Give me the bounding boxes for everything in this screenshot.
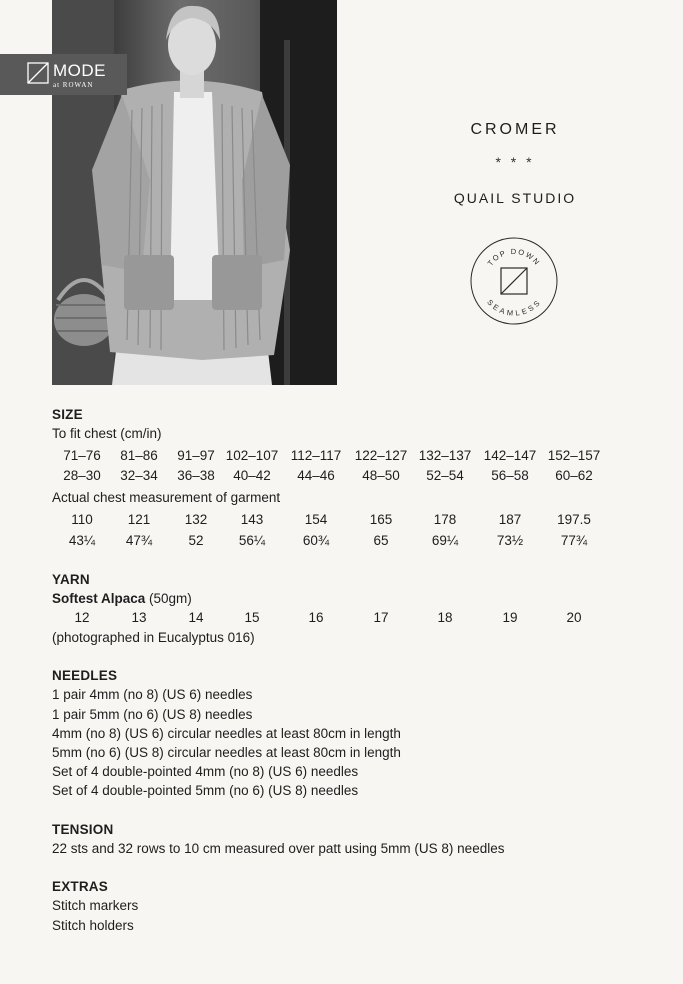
svg-text:SEAMLESS [485, 298, 542, 318]
chest-cm-cell: 152–157 [547, 448, 601, 463]
chest-in-cell: 48–50 [362, 468, 400, 483]
badge-mark-icon [501, 268, 527, 294]
actual-in-cell: 65 [373, 533, 389, 548]
yarn-balls-cell: 18 [437, 610, 453, 625]
pattern-title: CROMER [470, 121, 560, 138]
yarn-note: (photographed in Eucalyptus 016) [52, 630, 255, 645]
actual-cm-cell: 143 [240, 512, 264, 527]
chest-in-cell: 56–58 [491, 468, 529, 483]
logo-mark-icon [27, 62, 49, 84]
chest-in-cell: 60–62 [555, 468, 593, 483]
actual-in-cell: 77¾ [560, 533, 588, 548]
yarn-name-line [52, 591, 192, 606]
actual-in-cell: 52 [188, 533, 204, 548]
chest-in-cell: 40–42 [233, 468, 271, 483]
chest-cm-cell: 132–137 [418, 448, 472, 463]
actual-cm-cell: 110 [71, 512, 93, 527]
yarn-name: Softest Alpaca [52, 591, 146, 606]
chest-cm-cell: 112–117 [290, 448, 342, 463]
needles-item: 1 pair 5mm (no 6) (US 8) needles [52, 707, 253, 722]
yarn-balls-cell: 20 [566, 610, 582, 625]
chest-cm-cell: 71–76 [63, 448, 101, 463]
title-divider: * * * [495, 154, 535, 170]
tension-heading: TENSION [52, 822, 114, 837]
actual-cm-cell: 154 [304, 512, 328, 527]
chest-cm-cell: 91–97 [177, 448, 215, 463]
needles-item: 1 pair 4mm (no 8) (US 6) needles [52, 687, 253, 702]
actual-cm-cell: 132 [184, 512, 208, 527]
chest-cm-row [0, 448, 683, 466]
yarn-balls-cell: 15 [244, 610, 260, 625]
chest-cm-cell: 142–147 [483, 448, 537, 463]
tension-text: 22 sts and 32 rows to 10 cm measured over patt using 5mm (US 8) needles [52, 841, 505, 856]
chest-in-cell: 28–30 [63, 468, 101, 483]
top-down-seamless-badge [469, 236, 559, 326]
yarn-balls-cell: 12 [74, 610, 90, 625]
brand-name: MODE [53, 61, 106, 80]
needles-item: 5mm (no 6) (US 8) circular needles at least 80cm in length [52, 745, 401, 760]
chest-in-cell: 52–54 [426, 468, 464, 483]
actual-in-cell: 69¼ [431, 533, 459, 548]
needles-heading: NEEDLES [52, 668, 118, 683]
yarn-balls-cell: 14 [188, 610, 204, 625]
chest-in-cell: 44–46 [297, 468, 335, 483]
chest-in-cell: 36–38 [177, 468, 215, 483]
actual-in-row [0, 533, 683, 551]
needles-item: Set of 4 double-pointed 5mm (no 6) (US 8) needles [52, 783, 359, 798]
badge-top-text: TOP DOWN [485, 246, 543, 268]
extras-heading: EXTRAS [52, 879, 108, 894]
actual-cm-cell: 178 [433, 512, 457, 527]
chest-cm-cell: 122–127 [354, 448, 408, 463]
yarn-heading: YARN [52, 572, 90, 587]
yarn-balls-cell: 16 [308, 610, 324, 625]
needles-item: 4mm (no 8) (US 6) circular needles at least 80cm in length [52, 726, 401, 741]
actual-in-cell: 56¼ [238, 533, 266, 548]
yarn-weight: (50gm) [145, 591, 192, 606]
designer-name: QUAIL STUDIO [453, 190, 577, 206]
chest-in-row [0, 468, 683, 486]
svg-text:TOP DOWN [486, 247, 543, 268]
extras-item: Stitch holders [52, 918, 134, 933]
badge-bottom-text: SEAMLESS [485, 297, 543, 318]
extras-item: Stitch markers [52, 898, 139, 913]
yarn-balls-cell: 19 [502, 610, 518, 625]
yarn-balls-row [0, 610, 683, 628]
chest-in-cell: 32–34 [120, 468, 158, 483]
yarn-balls-cell: 17 [373, 610, 389, 625]
size-heading: SIZE [52, 407, 83, 422]
actual-in-cell: 73½ [496, 533, 524, 548]
actual-in-cell: 60¾ [302, 533, 330, 548]
chest-cm-cell: 81–86 [120, 448, 158, 463]
actual-cm-row [0, 512, 683, 530]
yarn-balls-cell: 13 [131, 610, 147, 625]
actual-chest-label: Actual chest measurement of garment [52, 490, 281, 505]
actual-cm-cell: 165 [369, 512, 393, 527]
needles-item: Set of 4 double-pointed 4mm (no 8) (US 6) needles [52, 764, 359, 779]
actual-cm-cell: 187 [498, 512, 522, 527]
chest-cm-cell: 102–107 [225, 448, 279, 463]
brand-banner [0, 54, 127, 95]
actual-in-cell: 47¾ [125, 533, 153, 548]
actual-cm-cell: 197.5 [557, 512, 591, 527]
actual-cm-cell: 121 [127, 512, 151, 527]
actual-in-cell: 43¼ [68, 533, 96, 548]
brand-sub: at ROWAN [53, 81, 94, 89]
chest-label: To fit chest (cm/in) [52, 426, 162, 441]
